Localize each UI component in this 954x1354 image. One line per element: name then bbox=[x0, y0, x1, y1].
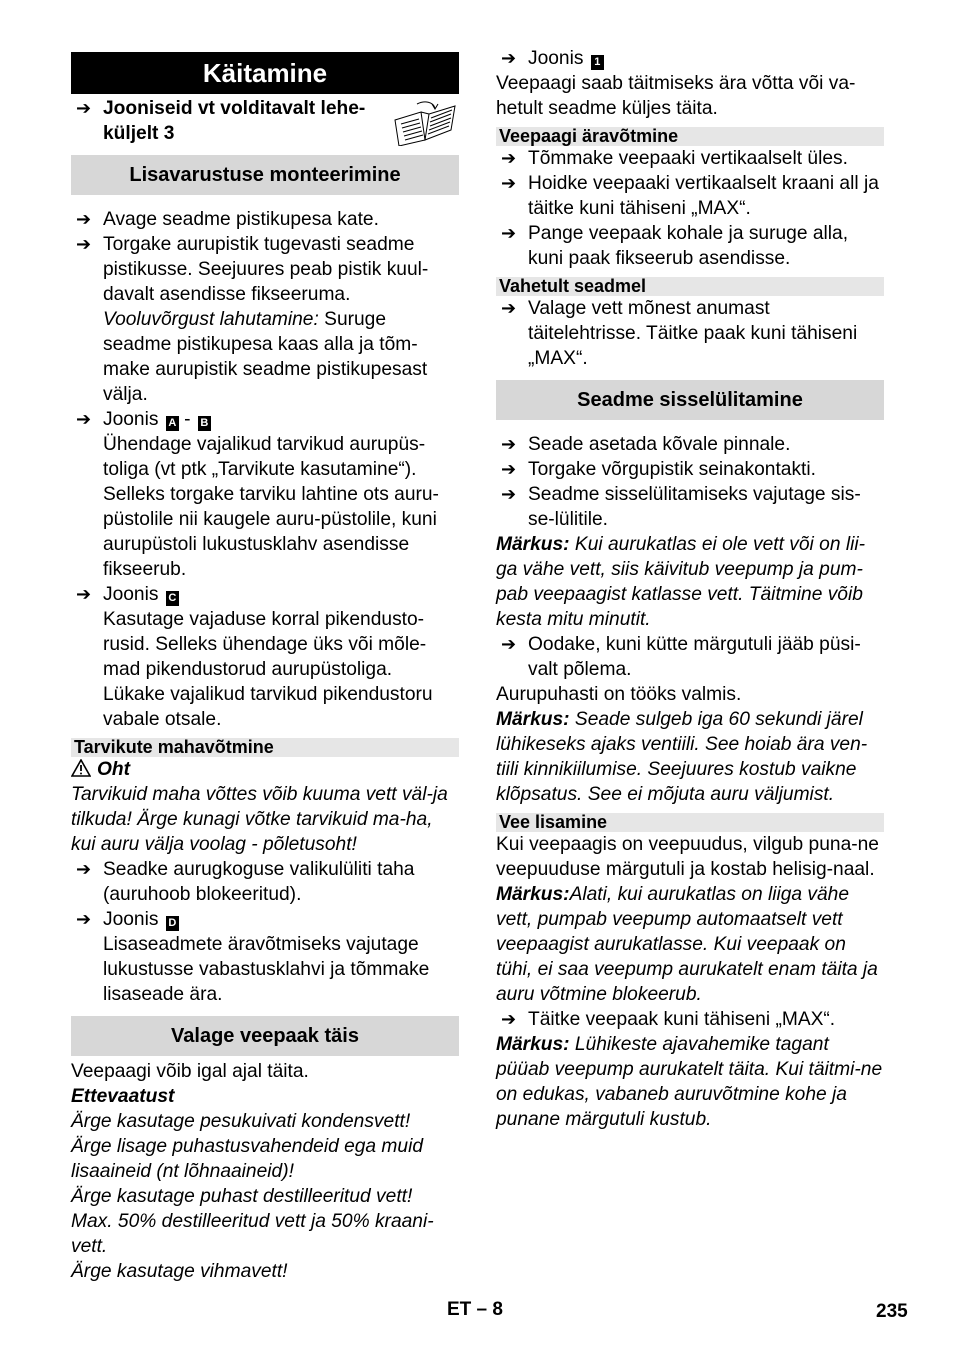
figure-label: Joonis bbox=[103, 409, 164, 430]
step-text: Lisaseadmete äravõtmiseks vajutage lukustusse vabastusklahvi ja tõmmake lisaseade ära. bbox=[103, 934, 430, 1005]
list-item bbox=[496, 482, 884, 532]
figure-reference bbox=[103, 907, 459, 932]
subheading-removal: Tarvikute mahavõtmine bbox=[71, 738, 459, 757]
list-item bbox=[496, 46, 884, 71]
note-paragraph bbox=[496, 532, 884, 632]
step-text: Pange veepaak kohale ja suruge alla, kuni paak fikseerub asendisse. bbox=[528, 223, 849, 269]
list-item bbox=[496, 1007, 884, 1032]
step-text: Torgake võrgupistik seinakontakti. bbox=[528, 459, 816, 480]
arrow-right-icon: ➔ bbox=[501, 459, 517, 479]
list-item bbox=[71, 407, 459, 582]
step-text: Seadme sisselülitamiseks vajutage sis-se-lülitile. bbox=[528, 484, 861, 530]
note-label: Märkus: bbox=[496, 884, 570, 905]
figure-label: Joonis bbox=[103, 909, 164, 930]
step-text: Torgake aurupistik tugevasti seadme pistikusse. Seejuures peab pistik kuul-davalt asendisse fikseeruma. bbox=[103, 234, 429, 305]
note-paragraph bbox=[496, 882, 884, 1007]
page-title: Käitamine bbox=[71, 52, 459, 94]
page-number: 235 bbox=[876, 1301, 908, 1322]
step-text: Seade asetada kõvale pinnale. bbox=[528, 434, 791, 455]
intro-text: Jooniseid vt volditavalt lehe-küljelt 3 bbox=[103, 98, 366, 144]
arrow-right-icon: ➔ bbox=[76, 234, 92, 254]
step-text: Ühendage vajalikud tarvikud aurupüs-toliga (vt ptk „Tarvikute kasutamine“). Selleks torgake tarviku lahtine ots auru-püstolile nii kaugele auru-püstolile, kuni aurupüstoli lukustusklahv asendisse fikseerub. bbox=[103, 434, 439, 580]
fill-text: Veepaagi võib igal ajal täita. bbox=[71, 1061, 309, 1082]
figure-reference bbox=[103, 582, 459, 607]
arrow-right-icon: ➔ bbox=[501, 173, 517, 193]
list-item bbox=[496, 221, 884, 271]
figure-badge-b: B bbox=[198, 416, 211, 431]
note-label: Märkus: bbox=[496, 1034, 570, 1055]
note-text: Kui aurukatlas ei ole vett või on lii-ga vähe vett, siis käivitub veepump ja pum-pab veepaagist katlasse vett. Täitmine võib kesta mitu minutit. bbox=[496, 534, 865, 630]
fold-out-pages-icon bbox=[391, 100, 459, 146]
danger-text: Tarvikuid maha võttes võib kuuma vett väl-ja tilkuda! Ärge kunagi võtke tarvikuid ma-ha, kui auru välja voolag - põletusoht! bbox=[71, 784, 448, 855]
arrow-right-icon: ➔ bbox=[76, 584, 92, 604]
danger-label bbox=[71, 757, 459, 782]
caution-line: Ärge kasutage pesukuivati kondensvett! bbox=[71, 1111, 411, 1132]
unplug-label: Vooluvõrgust lahutamine: bbox=[103, 309, 319, 330]
figure-badge-a: A bbox=[166, 416, 179, 431]
caution-line: Max. 50% destilleeritud vett ja 50% kraani-vett. bbox=[71, 1211, 434, 1257]
figure-reference bbox=[528, 46, 884, 71]
left-column bbox=[71, 46, 459, 1284]
arrow-right-icon: ➔ bbox=[76, 98, 92, 118]
step-text: Valage vett mõnest anumast täitelehtrisse. Täitke paak kuni tähiseni „MAX“. bbox=[528, 298, 858, 369]
arrow-right-icon: ➔ bbox=[76, 909, 92, 929]
subheading-add-water: Vee lisamine bbox=[496, 813, 884, 832]
list-item bbox=[71, 907, 459, 1007]
warning-triangle-icon bbox=[71, 759, 91, 777]
figure-reference bbox=[103, 407, 459, 432]
caution-line: Ärge kasutage vihmavett! bbox=[71, 1261, 288, 1282]
arrow-right-icon: ➔ bbox=[76, 859, 92, 879]
section-heading-fill: Valage veepaak täis bbox=[71, 1016, 459, 1056]
note-text: Seade sulgeb iga 60 sekundi järel lühikeseks ajaks ventiili. See hoiab ära ven-tiili kinnikiilumise. Seejuures kostub vaikne klõpsatus. See ei mõjuta auru väljumist. bbox=[496, 709, 868, 805]
unplug-paragraph bbox=[103, 307, 459, 407]
note-paragraph bbox=[496, 1032, 884, 1132]
danger-label-text: Oht bbox=[97, 759, 131, 780]
section-heading-accessory: Lisavarustuse monteerimine bbox=[71, 155, 459, 195]
add-water-text: Kui veepaagis on veepuudus, vilgub puna-ne veepuuduse märgutuli ja kostab helisig-naal. bbox=[496, 834, 879, 880]
caution-label: Ettevaatust bbox=[71, 1086, 175, 1107]
arrow-right-icon: ➔ bbox=[501, 298, 517, 318]
list-item bbox=[496, 296, 884, 371]
caution-line: Ärge lisage puhastusvahendeid ega muid lisaaineid (nt lõhnaaineid)! bbox=[71, 1136, 424, 1182]
arrow-right-icon: ➔ bbox=[501, 148, 517, 168]
fill-intro: Veepaagi saab täitmiseks ära võtta või va-hetult seadme küljes täita. bbox=[496, 73, 856, 119]
list-item bbox=[71, 207, 459, 232]
figure-label: Joonis bbox=[103, 584, 164, 605]
step-text: Oodake, kuni kütte märgutuli jääb püsi-valt põlema. bbox=[528, 634, 861, 680]
intro-note bbox=[71, 96, 459, 146]
unplug-text: Suruge seadme pistikupesa kaas alla ja tõm-make aurupistik seadme pistikupesast välja. bbox=[103, 309, 428, 405]
step-text: Kasutage vajaduse korral pikendusto-rusid. Selleks ühendage üks või mõle-mad pikendustorud aurupüstoliga. Lükake vajalikud tarvikud pikendustoru vabale otsale. bbox=[103, 609, 433, 730]
step-text: Tõmmake veepaaki vertikaalselt üles. bbox=[528, 148, 848, 169]
subheading-remove-tank: Veepaagi äravõtmine bbox=[496, 127, 884, 146]
list-item bbox=[496, 432, 884, 457]
arrow-right-icon: ➔ bbox=[501, 223, 517, 243]
figure-separator: - bbox=[178, 409, 196, 430]
list-item bbox=[71, 857, 459, 907]
step-text: Avage seadme pistikupesa kate. bbox=[103, 209, 379, 230]
step-text: Hoidke veepaaki vertikaalselt kraani all ja täitke kuni tähiseni „MAX“. bbox=[528, 173, 879, 219]
note-text: Lühikeste ajavahemike tagant püüab veepump aurukatelt täita. Kui täitmi-ne on edukas, vabaneb auruvõtmine kohe ja punane märgutuli kustub. bbox=[496, 1034, 883, 1130]
note-label: Märkus: bbox=[496, 709, 570, 730]
arrow-right-icon: ➔ bbox=[501, 48, 517, 68]
note-paragraph bbox=[496, 707, 884, 807]
figure-badge-d: D bbox=[166, 916, 179, 931]
list-item bbox=[496, 457, 884, 482]
figure-badge-c: C bbox=[166, 591, 179, 606]
note-label: Märkus: bbox=[496, 534, 570, 555]
arrow-right-icon: ➔ bbox=[501, 484, 517, 504]
subheading-direct: Vahetult seadmel bbox=[496, 277, 884, 296]
section-heading-switch-on: Seadme sisselülitamine bbox=[496, 380, 884, 420]
arrow-right-icon: ➔ bbox=[76, 409, 92, 429]
right-column bbox=[496, 46, 884, 1132]
list-item bbox=[496, 632, 884, 682]
arrow-right-icon: ➔ bbox=[501, 1009, 517, 1029]
figure-badge-1: 1 bbox=[591, 55, 604, 70]
figure-label: Joonis bbox=[528, 48, 589, 69]
arrow-right-icon: ➔ bbox=[76, 209, 92, 229]
step-text: Täitke veepaak kuni tähiseni „MAX“. bbox=[528, 1009, 836, 1030]
note-text: Alati, kui aurukatlas on liiga vähe vett, pumpab veepump automaatselt vett veepaagist aurukatlasse. Kui veepaak on tühi, ei saa veepump aurukatelt enam täita ja auru võtmine blokeerub. bbox=[496, 884, 878, 1005]
ready-text: Aurupuhasti on tööks valmis. bbox=[496, 684, 742, 705]
list-item bbox=[71, 232, 459, 407]
arrow-right-icon: ➔ bbox=[501, 634, 517, 654]
list-item bbox=[496, 171, 884, 221]
footer-section-label: ET – 8 bbox=[447, 1299, 503, 1320]
list-item bbox=[496, 146, 884, 171]
list-item bbox=[71, 582, 459, 732]
arrow-right-icon: ➔ bbox=[501, 434, 517, 454]
caution-line: Ärge kasutage puhast destilleeritud vett! bbox=[71, 1186, 413, 1207]
step-text: Seadke aurugkoguse valikulüliti taha (auruhoob blokeeritud). bbox=[103, 859, 415, 905]
